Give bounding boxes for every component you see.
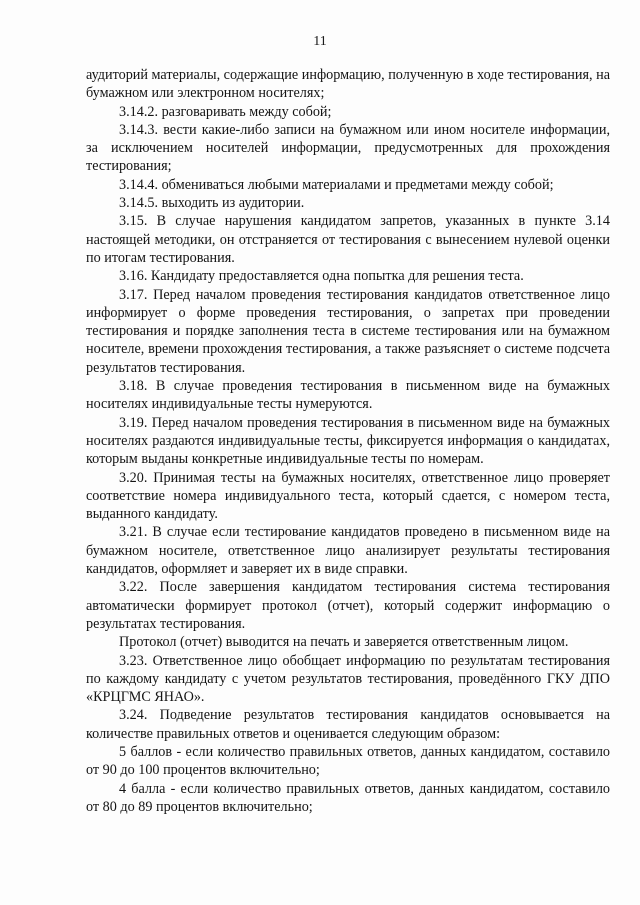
paragraph-3-14-2: 3.14.2. разговаривать между собой; [119, 103, 332, 120]
paragraph-3-20: 3.20. Принимая тесты на бумажных носителях, ответственное лицо проверяет соответствие номера индивидуального теста, который сдается, с номером теста, выданного кандидату. [86, 469, 610, 523]
document-body [86, 66, 610, 816]
paragraph-grade-4: 4 балла - если количество правильных ответов, данных кандидатом, составило от 80 до 89 процентов включительно; [86, 780, 610, 815]
paragraph-3-21: 3.21. В случае если тестирование кандидатов проведено в письменном виде на бумажном носителе, ответственное лицо анализирует результаты тестирования кандидатов, оформляет и заверяет их в виде справки. [86, 524, 610, 578]
paragraph-3-16: 3.16. Кандидату предоставляется одна попытка для решения теста. [119, 268, 524, 285]
paragraph-3-18: 3.18. В случае проведения тестирования в письменном виде на бумажных носителях индивидуальные тесты нумеруются. [86, 378, 610, 413]
paragraph-3-14-5: 3.14.5. выходить из аудитории. [119, 195, 305, 212]
paragraph-3-23: 3.23. Ответственное лицо обобщает информацию по результатам тестирования по каждому кандидату с учетом результатов тестирования, проведённого ГКУ ДПО «КРЦГМС ЯНАО». [86, 652, 610, 706]
paragraph-3-19: 3.19. Перед началом проведения тестирования в письменном виде на бумажных носителях раздаются индивидуальные тесты, фиксируется информация о кандидатах, которым выданы конкретные индивидуальные тесты по номерам. [86, 414, 610, 468]
paragraph-3-22: 3.22. После завершения кандидатом тестирования система тестирования автоматически формирует протокол (отчет), который содержит информацию о результатах тестирования. [86, 579, 610, 632]
paragraph-grade-5: 5 баллов - если количество правильных ответов, данных кандидатом, составило от 90 до 100 процентов включительно; [86, 743, 610, 779]
paragraph-3-17: 3.17. Перед началом проведения тестирования кандидатов ответственное лицо информирует о форме проведения тестирования, о запретах при проведении тестирования и порядке заполнения теста в системе тестирования или на бумажном носителе, времени прохождения тестирования, а также разъясняет о системе подсчета результатов тестирования. [86, 286, 610, 376]
paragraph-3-15: 3.15. В случае нарушения кандидатом запретов, указанных в пункте 3.14 настоящей методики, он отстраняется от тестирования с вынесением нулевой оценки по итогам тестирования. [86, 213, 610, 266]
paragraph-continuation: аудиторий материалы, содержащие информацию, полученную в ходе тестирования, на бумажном или электронном носителях; [86, 67, 610, 102]
paragraph-3-14-3: 3.14.3. вести какие-либо записи на бумажном или ином носителе информации, за исключением носителей информации, предусмотренных для прохождения тестирования; [86, 121, 610, 175]
paragraph-3-24: 3.24. Подведение результатов тестирования кандидатов основывается на количестве правильных ответов и оценивается следующим образом: [86, 707, 610, 742]
page-number: 11 [313, 34, 327, 49]
paragraph-protocol-print: Протокол (отчет) выводится на печать и заверяется ответственным лицом. [119, 634, 569, 651]
paragraph-3-14-4: 3.14.4. обмениваться любыми материалами и предметами между собой; [119, 176, 554, 193]
